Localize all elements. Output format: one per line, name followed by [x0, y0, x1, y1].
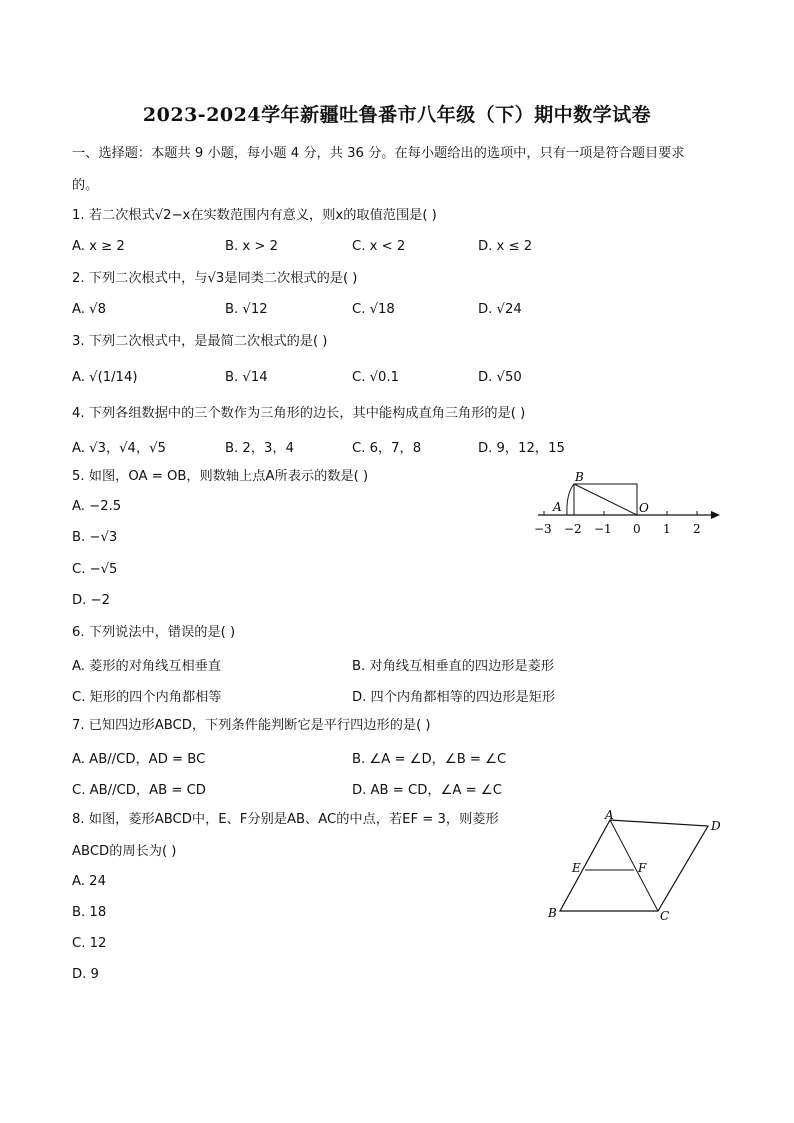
q3-option-d: D. √50 — [478, 370, 522, 385]
label-f: F — [638, 861, 647, 875]
label-a: A — [605, 808, 614, 822]
label-c: C — [660, 909, 670, 923]
question-4-stem: 4. 下列各组数据中的三个数作为三角形的边长，其中能构成直角三角形的是( ) — [72, 406, 526, 421]
segment-ob — [574, 484, 637, 515]
q3-option-a: A. √(1/14) — [72, 370, 138, 385]
question-6-stem: 6. 下列说法中，错误的是( ) — [72, 625, 236, 640]
q7-option-c: C. AB//CD，AB = CD — [72, 783, 206, 798]
tick-label: 0 — [633, 522, 641, 536]
q6-option-a: A. 菱形的对角线互相垂直 — [72, 659, 222, 674]
tick-label: −1 — [594, 522, 612, 536]
question-5-stem: 5. 如图，OA = OB，则数轴上点A所表示的数是( ) — [72, 469, 369, 484]
label-o: O — [639, 501, 649, 515]
q7-option-b: B. ∠A = ∠D，∠B = ∠C — [352, 752, 507, 767]
q2-option-b: B. √12 — [225, 302, 268, 317]
question-8-stem: 8. 如图，菱形ABCD中，E、F分别是AB、AC的中点，若EF = 3，则菱形 — [72, 812, 499, 827]
q1-option-a: A. x ≥ 2 — [72, 239, 125, 254]
section-heading-cont: 的。 — [72, 178, 99, 193]
number-line-figure — [530, 470, 730, 545]
page-title: 2023-2024学年新疆吐鲁番市八年级（下）期中数学试卷 — [142, 104, 652, 126]
question-1-stem: 1. 若二次根式√2−x在实数范围内有意义，则x的取值范围是( ) — [72, 208, 437, 223]
q4-option-a: A. √3，√4，√5 — [72, 441, 166, 456]
q5-option-a: A. −2.5 — [72, 499, 122, 514]
label-d: D — [711, 819, 721, 833]
q3-option-b: B. √14 — [225, 370, 268, 385]
q1-option-d: D. x ≤ 2 — [478, 239, 533, 254]
q8-option-b: B. 18 — [72, 905, 107, 920]
q2-option-a: A. √8 — [72, 302, 106, 317]
tick-label: −3 — [534, 522, 552, 536]
q5-option-c: C. −√5 — [72, 562, 118, 577]
q6-option-b: B. 对角线互相垂直的四边形是菱形 — [352, 659, 555, 674]
rhombus-figure — [540, 808, 730, 928]
q8-option-c: C. 12 — [72, 936, 107, 951]
q6-option-d: D. 四个内角都相等的四边形是矩形 — [352, 690, 556, 705]
section-heading: 一、选择题：本题共 9 小题，每小题 4 分，共 36 分。在每小题给出的选项中，只有一项是符合题目要求 — [72, 146, 685, 161]
question-8-stem-cont: ABCD的周长为( ) — [72, 844, 177, 859]
q1-option-c: C. x < 2 — [352, 239, 406, 254]
q4-option-b: B. 2，3，4 — [225, 441, 294, 456]
tick-label: 1 — [663, 522, 671, 536]
q8-option-d: D. 9 — [72, 967, 99, 982]
q4-option-c: C. 6，7，8 — [352, 441, 422, 456]
q2-option-c: C. √18 — [352, 302, 395, 317]
q1-option-b: B. x > 2 — [225, 239, 279, 254]
q3-option-c: C. √0.1 — [352, 370, 399, 385]
label-e: E — [572, 861, 581, 875]
tick-label: −2 — [564, 522, 582, 536]
q4-option-d: D. 9，12，15 — [478, 441, 565, 456]
q6-option-c: C. 矩形的四个内角都相等 — [72, 690, 222, 705]
q5-option-b: B. −√3 — [72, 530, 118, 545]
label-a: A — [553, 500, 562, 514]
question-7-stem: 7. 已知四边形ABCD，下列条件能判断它是平行四边形的是( ) — [72, 718, 431, 733]
q7-option-d: D. AB = CD，∠A = ∠C — [352, 783, 502, 798]
label-b: B — [548, 906, 557, 920]
axis-arrow-icon — [711, 511, 720, 519]
question-2-stem: 2. 下列二次根式中，与√3是同类二次根式的是( ) — [72, 271, 358, 286]
question-3-stem: 3. 下列二次根式中，是最简二次根式的是( ) — [72, 334, 328, 349]
diagonal-ac — [610, 820, 658, 911]
label-b: B — [575, 470, 584, 484]
tick-label: 2 — [693, 522, 701, 536]
q2-option-d: D. √24 — [478, 302, 522, 317]
arc-ba — [567, 484, 574, 515]
q7-option-a: A. AB//CD，AD = BC — [72, 752, 206, 767]
q5-option-d: D. −2 — [72, 593, 110, 608]
q8-option-a: A. 24 — [72, 874, 106, 889]
